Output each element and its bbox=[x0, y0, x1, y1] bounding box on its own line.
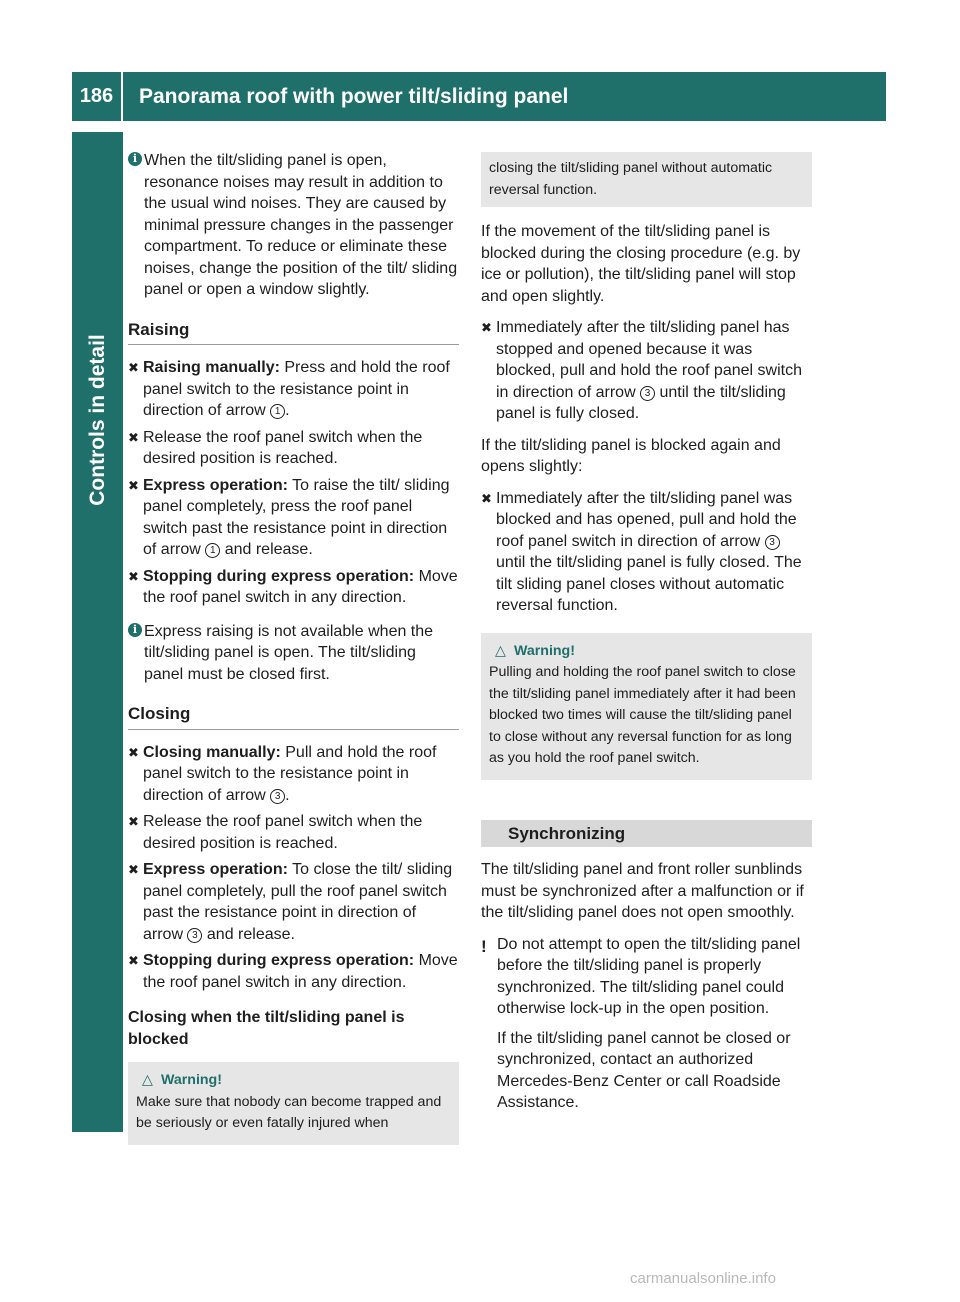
arrow-number-badge: 1 bbox=[270, 404, 285, 419]
exclamation-icon: ! bbox=[481, 936, 487, 956]
warning-box bbox=[481, 633, 812, 780]
instruction-step bbox=[128, 859, 459, 945]
raising-steps bbox=[128, 357, 459, 609]
side-tab bbox=[72, 132, 123, 1132]
instruction-step bbox=[128, 566, 459, 609]
instruction-step bbox=[481, 317, 812, 425]
warning-text: Pulling and holding the roof panel switch to close the tilt/sliding panel immediately after it had been blocked two times will cause the tilt/sliding panel to close without any reversal function for as long as you hold the roof panel switch. bbox=[489, 664, 796, 766]
caution-text: If the tilt/sliding panel cannot be closed or synchronized, contact an authorized Mercedes-Benz Center or call Roadside Assistance. bbox=[497, 1029, 791, 1111]
info-note bbox=[128, 621, 459, 686]
step-text: and release. bbox=[220, 541, 313, 558]
warning-box bbox=[128, 1062, 459, 1145]
step-text: Move the roof panel switch in any direction. bbox=[143, 567, 458, 606]
info-note-text: Express raising is not available when the tilt/sliding panel is open. The tilt/sliding panel must be closed first. bbox=[144, 622, 434, 683]
step-arrow-icon: ✖ bbox=[128, 953, 139, 968]
warning-title-text: Warning! bbox=[161, 1072, 222, 1088]
step-arrow-icon: ✖ bbox=[128, 429, 139, 445]
step-bold-label: Stopping during express operation: bbox=[143, 567, 415, 585]
watermark: carmanualsonline.info bbox=[630, 1270, 776, 1287]
instruction-step bbox=[128, 742, 459, 807]
step-text: Pull and hold the roof panel switch to the resistance point in direction of arrow bbox=[143, 743, 437, 804]
caution-note bbox=[481, 934, 812, 1114]
instruction-step bbox=[481, 488, 812, 617]
step-bold-label: Raising manually: bbox=[143, 359, 280, 376]
step-arrow-icon: ✖ bbox=[128, 814, 139, 829]
info-icon: i bbox=[128, 152, 142, 166]
step-text: Immediately after the tilt/sliding panel has stopped and opened because it was blocked, pull and hold the roof panel switch in direction of arrow bbox=[496, 319, 802, 401]
page-title: Panorama roof with power tilt/sliding panel bbox=[139, 84, 569, 108]
step-text: Release the roof panel switch when the desired position is reached. bbox=[143, 813, 423, 852]
paragraph: If the movement of the tilt/sliding panel is blocked during the closing procedure (e.g. by ice or pollution), the tilt/sliding panel will stop and open slightly. bbox=[481, 223, 801, 305]
step-text: until the tilt/sliding panel is fully closed. bbox=[496, 383, 786, 422]
info-icon: i bbox=[128, 623, 142, 637]
instruction-step bbox=[128, 427, 459, 470]
warning-title-text: Warning! bbox=[514, 642, 575, 659]
step-arrow-icon: ✖ bbox=[128, 568, 139, 584]
section-heading-raising: Raising bbox=[128, 319, 459, 346]
warning-text: Make sure that nobody can become trapped and be seriously or even fatally injured when bbox=[136, 1093, 442, 1131]
subheading-blocked: Closing when the tilt/sliding panel is blocked bbox=[128, 1009, 405, 1048]
instruction-step bbox=[128, 357, 459, 422]
instruction-step bbox=[128, 950, 459, 993]
step-arrow-icon: ✖ bbox=[481, 320, 492, 335]
step-text: To close the tilt/ sliding panel completely, pull the roof panel switch past the resistance point in direction of arrow bbox=[143, 861, 453, 943]
step-bold-label: Closing manually: bbox=[143, 743, 281, 761]
side-tab-label-wrap bbox=[80, 300, 116, 540]
step-text: and release. bbox=[202, 925, 295, 943]
paragraph: The tilt/sliding panel and front roller sunblinds must be synchronized after a malfunction or if the tilt/sliding panel does not open smoothly. bbox=[481, 861, 804, 921]
warning-title bbox=[489, 641, 803, 663]
step-text: Move the roof panel switch in any direction. bbox=[143, 952, 458, 991]
warning-triangle-icon: △ bbox=[495, 642, 506, 659]
warning-title bbox=[136, 1070, 450, 1092]
step-arrow-icon: ✖ bbox=[128, 477, 139, 493]
info-note bbox=[128, 150, 459, 301]
paragraph: If the tilt/sliding panel is blocked again and opens slightly: bbox=[481, 436, 781, 475]
warning-triangle-icon: △ bbox=[142, 1072, 153, 1088]
instruction-step bbox=[128, 475, 459, 561]
step-text: Press and hold the roof panel switch to the resistance point in direction of arrow bbox=[143, 359, 450, 419]
step-text: until the tilt/sliding panel is fully closed. The tilt sliding panel closes without automatic reversal function. bbox=[496, 554, 802, 614]
step-arrow-icon: ✖ bbox=[128, 744, 139, 760]
page-header bbox=[72, 72, 886, 121]
page-number: 186 bbox=[72, 72, 123, 121]
step-text: . bbox=[285, 786, 290, 804]
step-text: Release the roof panel switch when the desired position is reached. bbox=[143, 428, 423, 467]
step-bold-label: Stopping during express operation: bbox=[143, 952, 415, 969]
section-heading-synchronizing: Synchronizing bbox=[481, 820, 812, 848]
warning-continuation: closing the tilt/sliding panel without automatic reversal function. bbox=[481, 152, 812, 207]
right-column bbox=[481, 152, 812, 1128]
info-note-text: When the tilt/sliding panel is open, resonance noises may result in addition to the usual wind noises. They are caused by minimal pressure changes in the passenger compartment. To reduce or eliminate these noises, change the position of the tilt/ sliding panel or open a window slightly. bbox=[144, 152, 458, 298]
left-column bbox=[128, 150, 459, 1159]
arrow-number-badge: 3 bbox=[640, 386, 655, 401]
step-arrow-icon: ✖ bbox=[481, 490, 492, 506]
step-text: . bbox=[285, 402, 290, 419]
step-bold-label: Express operation: bbox=[143, 861, 288, 878]
step-bold-label: Express operation: bbox=[143, 476, 288, 494]
instruction-step bbox=[128, 811, 459, 854]
closing-steps bbox=[128, 742, 459, 994]
step-text: Immediately after the tilt/sliding panel was blocked and has opened, pull and hold the roof panel switch in direction of arrow bbox=[496, 489, 797, 550]
caution-text: Do not attempt to open the tilt/sliding panel before the tilt/sliding panel is properly synchronized. The tilt/sliding panel could otherwise lock-up in the open position. bbox=[497, 935, 801, 1017]
arrow-number-badge: 3 bbox=[187, 928, 202, 943]
step-text: To raise the tilt/ sliding panel completely, press the roof panel switch past the resistance point in direction of arrow bbox=[143, 476, 450, 558]
step-arrow-icon: ✖ bbox=[128, 862, 139, 877]
step-arrow-icon: ✖ bbox=[128, 360, 139, 375]
side-tab-label: Controls in detail bbox=[86, 334, 110, 506]
arrow-number-badge: 3 bbox=[270, 789, 285, 804]
section-heading-closing: Closing bbox=[128, 703, 459, 730]
arrow-number-badge: 3 bbox=[765, 535, 780, 550]
arrow-number-badge: 1 bbox=[205, 543, 220, 558]
